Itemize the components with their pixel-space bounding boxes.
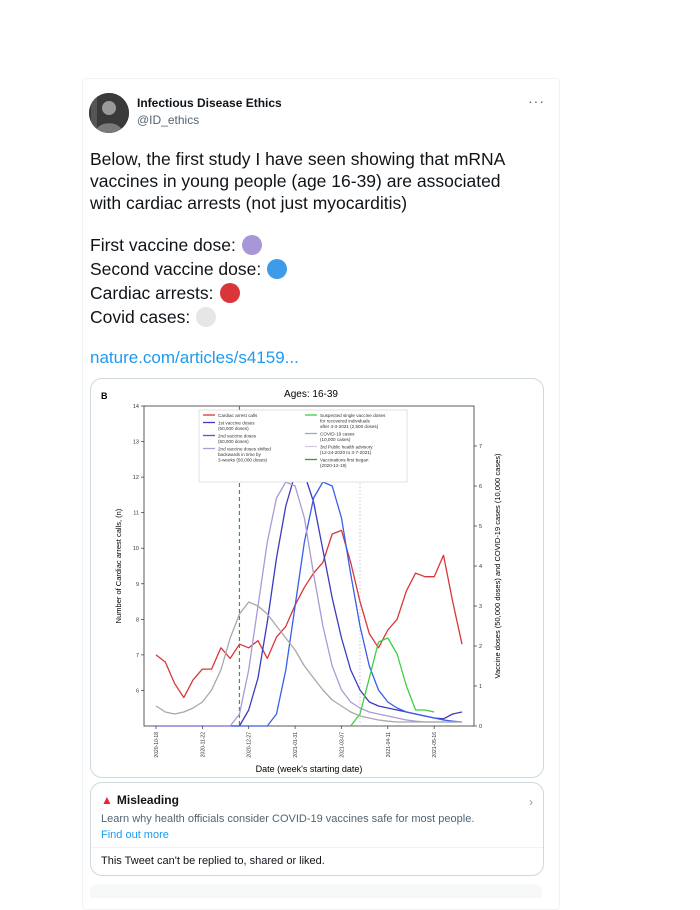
tweet-text-line: vaccines in young people (age 16-39) are associated (90, 171, 501, 191)
legend-label: 2nd vaccine doses shifted (218, 446, 271, 452)
series-line (351, 638, 435, 726)
next-tweet-edge (90, 884, 542, 898)
avatar[interactable] (89, 93, 129, 133)
legend-label: Suspected single vaccine doses (320, 413, 386, 418)
chart-image[interactable] (90, 378, 544, 778)
chart-svg (91, 379, 543, 777)
y-right-tick-label: 0 (479, 724, 483, 730)
y-left-tick-label: 8 (135, 617, 139, 624)
series-line (156, 474, 462, 726)
legend-label: 3rd Public health advisory (320, 444, 373, 450)
white-circle-icon (196, 307, 216, 327)
x-axis-label: Date (week's starting date) (255, 764, 363, 774)
tweet-text-line: Below, the first study I have seen showing that mRNA (90, 149, 506, 169)
x-tick-label: 2021-04-11 (385, 732, 392, 758)
legend-label-line: backwards in time by (218, 452, 261, 457)
y-left-tick-label: 14 (132, 404, 139, 410)
x-tick-label: 2020-12-27 (246, 732, 253, 758)
legend-label: Cardiac arrest calls (218, 413, 258, 418)
avatar-image (89, 93, 129, 133)
x-tick-label: 2021-01-31 (293, 732, 300, 758)
y-right-tick-label: 7 (479, 444, 483, 450)
y-left-tick-label: 7 (135, 652, 139, 659)
y-left-tick-label: 13 (132, 439, 139, 446)
misleading-notice[interactable] (90, 782, 544, 876)
legend-label: COVID-19 cases (320, 431, 355, 437)
legend-label-line: (10,000 cases) (320, 437, 351, 442)
x-tick-label: 2021-05-16 (432, 732, 439, 758)
misleading-title (101, 793, 179, 807)
legend-line-first-dose (90, 234, 262, 256)
legend-label-line: (2020-12-19) (320, 463, 347, 468)
legend-line-cardiac (90, 282, 240, 304)
blue-circle-icon (267, 259, 287, 279)
tweet-text-line: with cardiac arrests (not just myocarditis) (90, 193, 408, 213)
purple-circle-icon (242, 235, 262, 255)
legend-label-line: 3-weeks (50,000 doses) (218, 457, 268, 463)
y-left-tick-label: 11 (133, 510, 139, 517)
legend-label-line: (50,000 doses) (218, 426, 249, 431)
y-right-tick-label: 1 (479, 684, 483, 690)
x-tick-label: 2021-03-07 (339, 732, 346, 758)
legend-label-line: (12-24-2020 to 3-7-2021) (320, 450, 372, 455)
legend-label: First vaccine dose: (90, 235, 236, 255)
no-reply-notice: This Tweet can't be replied to, shared or liked. (101, 855, 325, 867)
chart-title: Ages: 16-39 (284, 389, 338, 400)
series-line (156, 482, 462, 726)
y-right-tick-label: 5 (479, 524, 483, 530)
legend-label-line: for recovered individuals (320, 418, 370, 424)
series-line (156, 602, 462, 722)
y-left-tick-label: 6 (135, 688, 139, 695)
y-right-tick-label: 6 (479, 484, 483, 490)
y-right-tick-label: 3 (479, 604, 483, 610)
x-tick-label: 2020-10-18 (154, 732, 160, 758)
legend-label-line: after 4-3-2021 (2,500 doses) (320, 424, 379, 429)
legend-label-line: (50,000 doses) (218, 439, 249, 444)
legend-label: Covid cases: (90, 307, 191, 327)
red-circle-icon (220, 283, 240, 303)
misleading-label: Misleading (116, 793, 179, 807)
legend-label: Second vaccine dose: (90, 259, 262, 279)
legend-label: Cardiac arrests: (90, 283, 214, 303)
warning-icon: ▲ (101, 793, 113, 807)
legend-line-second-dose (90, 258, 287, 280)
find-out-more-link[interactable]: Find out more (101, 829, 169, 841)
legend-label: 2nd vaccine doses (218, 433, 257, 439)
author-handle[interactable]: @ID_ethics (137, 113, 200, 127)
y-left-tick-label: 9 (135, 581, 139, 588)
y-left-tick-label: 12 (132, 475, 139, 482)
x-tick-label: 2020-11-22 (200, 732, 207, 758)
y-right-tick-label: 4 (479, 564, 483, 570)
article-link[interactable]: nature.com/articles/s4159... (90, 348, 299, 367)
y-axis-left-label: Number of Cardiac arrest calls, (n) (114, 508, 123, 624)
misleading-body: Learn why health officials consider COVID-19 vaccines safe for most people. (101, 813, 475, 825)
divider (91, 847, 543, 848)
y-right-tick-label: 2 (479, 644, 483, 650)
y-axis-right-label: Vaccine doses (50,000 doses) and COVID-19 cases (10,000 cases) (493, 453, 502, 679)
legend-label: 1st vaccine doses (218, 420, 255, 426)
author-name[interactable]: Infectious Disease Ethics (137, 96, 282, 110)
y-left-tick-label: 10 (132, 546, 139, 553)
chevron-right-icon[interactable]: › (529, 795, 533, 809)
more-options-icon[interactable]: ··· (528, 93, 545, 109)
panel-label: B (101, 391, 108, 401)
legend-line-covid (90, 306, 216, 328)
legend-label: Vaccinations first began (320, 457, 369, 463)
